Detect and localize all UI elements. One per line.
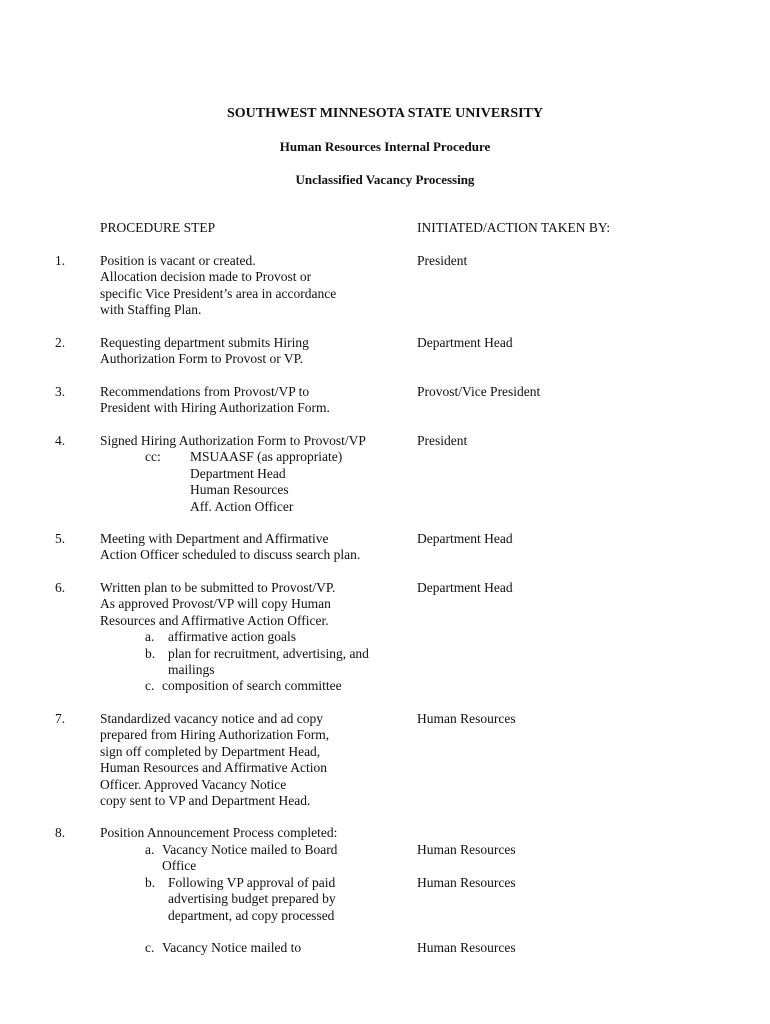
step-initiated-by: Human Resources xyxy=(417,842,516,857)
cc-recipient-list xyxy=(190,449,342,515)
step-description xyxy=(100,580,400,629)
list-marker: a. xyxy=(145,629,155,645)
step-text-line: Allocation decision made to Provost or xyxy=(100,269,312,285)
step-text-line: Action Officer scheduled to discuss search plan. xyxy=(100,547,361,563)
step-number: 3. xyxy=(55,384,66,399)
list-item-text: affirmative action goals xyxy=(168,629,296,645)
step-text-line: Signed Hiring Authorization Form to Provost/VP xyxy=(100,433,366,448)
step-text-line: copy sent to VP and Department Head. xyxy=(100,793,311,809)
step-text-line: specific Vice President’s area in accordance xyxy=(100,285,337,301)
column-header-procedure-step: PROCEDURE STEP xyxy=(100,220,216,235)
step-text-line: Position is vacant or created. xyxy=(100,253,256,268)
step-text-line: President with Hiring Authorization Form. xyxy=(100,400,330,416)
step-initiated-by: Human Resources xyxy=(417,940,516,955)
step-number: 7. xyxy=(55,711,66,726)
list-item-text: composition of search committee xyxy=(162,678,342,694)
step-initiated-by: Department Head xyxy=(417,531,513,546)
step-initiated-by: Provost/Vice President xyxy=(417,384,541,399)
step-number: 8. xyxy=(55,825,66,840)
step-text-line: Requesting department submits Hiring xyxy=(100,335,309,350)
cc-recipient: Aff. Action Officer xyxy=(190,498,294,514)
university-title: SOUTHWEST MINNESOTA STATE UNIVERSITY xyxy=(227,106,543,121)
list-item-text: Office xyxy=(162,858,197,874)
step-description xyxy=(100,531,400,564)
procedure-type-heading: Human Resources Internal Procedure xyxy=(279,139,491,154)
step-number: 6. xyxy=(55,580,66,595)
step-description xyxy=(100,433,400,449)
step-text-line: Recommendations from Provost/VP to xyxy=(100,384,310,399)
list-item-text: plan for recruitment, advertising, and xyxy=(168,645,369,661)
list-marker: a. xyxy=(145,842,155,857)
list-item-text: Following VP approval of paid xyxy=(168,875,336,890)
step-text-line: Authorization Form to Provost or VP. xyxy=(100,351,304,367)
step-text-line: As approved Provost/VP will copy Human xyxy=(100,596,331,612)
list-item-text: Vacancy Notice mailed to Board xyxy=(162,842,338,857)
step-text-line: sign off completed by Department Head, xyxy=(100,743,321,759)
list-item-text: Vacancy Notice mailed to xyxy=(162,940,302,955)
step-description xyxy=(100,384,400,417)
step-text-line: Standardized vacancy notice and ad copy xyxy=(100,711,324,726)
procedure-name-heading: Unclassified Vacancy Processing xyxy=(295,172,475,187)
step-initiated-by: Human Resources xyxy=(417,875,516,890)
list-item-text: advertising budget prepared by xyxy=(168,891,336,907)
step-text-line: with Staffing Plan. xyxy=(100,302,202,318)
step-text-line: Position Announcement Process completed: xyxy=(100,825,338,840)
step-number: 5. xyxy=(55,531,66,546)
step-text-line: Human Resources and Affirmative Action xyxy=(100,760,327,776)
step-number: 1. xyxy=(55,253,66,268)
step-initiated-by: Department Head xyxy=(417,580,513,595)
step-description xyxy=(100,335,400,368)
step-initiated-by: Department Head xyxy=(417,335,513,350)
step-text-line: prepared from Hiring Authorization Form, xyxy=(100,727,330,743)
step-initiated-by: Human Resources xyxy=(417,711,516,726)
list-item-text: mailings xyxy=(168,662,215,677)
step-number: 2. xyxy=(55,335,66,350)
step-initiated-by: President xyxy=(417,433,468,448)
step-text-line: Officer. Approved Vacancy Notice xyxy=(100,776,287,792)
step-initiated-by: President xyxy=(417,253,468,268)
cc-label: cc: xyxy=(145,449,161,465)
step-description xyxy=(100,253,400,319)
cc-recipient: Department Head xyxy=(190,465,286,481)
list-marker: c. xyxy=(145,678,155,694)
list-marker: b. xyxy=(145,645,156,661)
step-number: 4. xyxy=(55,433,66,448)
step-description xyxy=(100,711,400,809)
list-marker: b. xyxy=(145,875,156,890)
step-description xyxy=(100,825,400,841)
list-marker: c. xyxy=(145,940,155,955)
column-header-action-taken-by: INITIATED/ACTION TAKEN BY: xyxy=(417,220,611,235)
cc-recipient: Human Resources xyxy=(190,482,289,498)
step-text-line: Meeting with Department and Affirmative xyxy=(100,531,329,546)
step-text-line: Resources and Affirmative Action Officer. xyxy=(100,612,329,628)
step-text-line: Written plan to be submitted to Provost/VP. xyxy=(100,580,336,595)
cc-recipient: MSUAASF (as appropriate) xyxy=(190,449,343,465)
list-item-text: department, ad copy processed xyxy=(168,907,335,923)
